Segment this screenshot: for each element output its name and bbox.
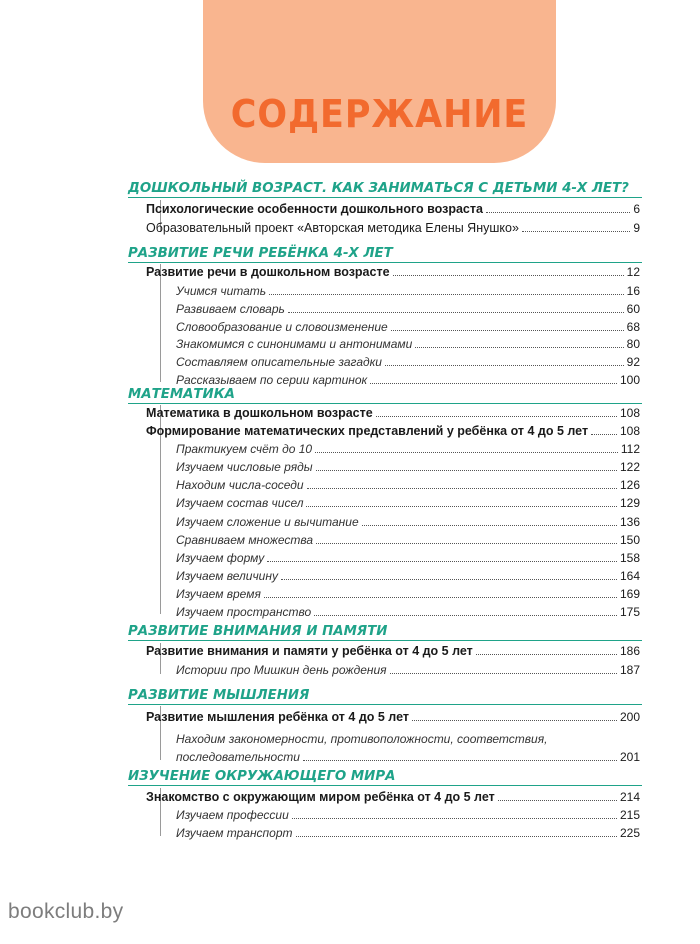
dot-leader [307,488,617,489]
page-number: 187 [619,663,640,677]
dot-leader [315,452,618,453]
page-number: 215 [619,808,640,822]
entry-title: Развитие внимания и памяти у ребёнка от 4 до 5 лет [146,644,473,658]
dot-leader [376,416,617,417]
page-number: 136 [619,515,640,529]
dot-leader [303,760,617,761]
page-number: 122 [619,460,640,474]
toc-entry-sub[interactable] [176,460,640,474]
toc-entry-sub[interactable] [176,478,640,492]
toc-entry-sub[interactable] [176,533,640,547]
page-number: 169 [619,587,640,601]
page-number: 175 [619,605,640,619]
entry-title-continued: последовательности [176,750,300,764]
entry-title: Находим закономерности, противоположности, соответствия, [176,732,548,746]
toc-entry-sub[interactable] [176,587,640,601]
toc-entry-sub[interactable] [176,284,640,298]
page-number: 92 [626,355,640,369]
entry-title: Находим числа-соседи [176,478,304,492]
section-heading: ИЗУЧЕНИЕ ОКРУЖАЮЩЕГО МИРА [128,768,396,784]
section-heading: МАТЕМАТИКА [128,386,235,402]
dot-leader [412,720,617,721]
entry-title: Изучаем время [176,587,261,601]
dot-leader [296,836,617,837]
page-number: 164 [619,569,640,583]
page-number: 9 [633,221,640,235]
entry-title: Образовательный проект «Авторская методика Елены Янушко» [146,221,519,235]
section-heading: РАЗВИТИЕ ВНИМАНИЯ И ПАМЯТИ [128,623,388,639]
entry-title: Изучаем профессии [176,808,289,822]
page-title: СОДЕРЖАНИЕ [230,92,529,136]
toc-entry-sub[interactable] [176,320,640,334]
page-number: 201 [619,750,640,764]
entry-title: Изучаем состав чисел [176,496,304,510]
entry-title: Учимся читать [176,284,267,298]
page-number: 158 [619,551,640,565]
entry-title: Формирование математических представлений у ребёнка от 4 до 5 лет [146,424,589,438]
toc-entry-main[interactable] [146,790,640,804]
dot-leader [288,312,624,313]
toc-entry-main[interactable] [146,424,640,438]
page-number: 214 [619,790,640,804]
dot-leader [267,561,617,562]
entry-title: Знакомимся с синонимами и антонимами [176,337,413,351]
toc-entry-sub[interactable] [176,663,640,677]
dot-leader [316,470,617,471]
toc-entry-main[interactable] [146,406,640,420]
dot-leader [385,365,624,366]
dot-leader [591,434,617,435]
dot-leader [306,506,616,507]
entry-title: Математика в дошкольном возрасте [146,406,373,420]
entry-title: Психологические особенности дошкольного возраста [146,202,483,216]
toc-entry-sub[interactable] [176,551,640,565]
toc-entry-sub[interactable] [176,302,640,316]
dot-leader [522,231,630,232]
dot-leader [362,525,617,526]
entry-title: Развитие речи в дошкольном возрасте [146,265,390,279]
page-number: 186 [619,644,640,658]
section-heading: РАЗВИТИЕ РЕЧИ РЕБЁНКА 4-Х ЛЕТ [128,245,393,261]
section-divider [128,640,642,641]
dot-leader [292,818,617,819]
dot-leader [269,294,624,295]
dot-leader [415,347,623,348]
page-number: 6 [633,202,640,216]
entry-title: Знакомство с окружающим миром ребёнка от 4 до 5 лет [146,790,495,804]
toc-entry-sub[interactable] [176,808,640,822]
entry-title: Рассказываем по серии картинок [176,373,368,387]
page-number: 60 [626,302,640,316]
toc-entry-main[interactable] [146,710,640,724]
section-divider [128,785,642,786]
entry-title: Изучаем числовые ряды [176,460,313,474]
entry-title: Развиваем словарь [176,302,285,316]
toc-entry[interactable] [176,732,640,764]
entry-title: Изучаем величину [176,569,278,583]
entry-title: Изучаем пространство [176,605,312,619]
section-heading: ДОШКОЛЬНЫЙ ВОЗРАСТ. КАК ЗАНИМАТЬСЯ С ДЕТЬМИ 4-Х ЛЕТ? [128,180,629,196]
dot-leader [486,212,630,213]
entry-title: Истории про Мишкин день рождения [176,663,387,677]
dot-leader [370,383,617,384]
page-number: 100 [619,373,640,387]
toc-entry-sub[interactable] [176,337,640,351]
page-number: 150 [619,533,640,547]
section-divider [128,262,642,263]
dot-leader [393,275,624,276]
section-divider [128,403,642,404]
dot-leader [476,654,617,655]
toc-entry-sub[interactable] [176,569,640,583]
section-divider [128,704,642,705]
dot-leader [498,800,617,801]
section-heading: РАЗВИТИЕ МЫШЛЕНИЯ [128,687,310,703]
entry-title: Изучаем форму [176,551,265,565]
dot-leader [264,597,617,598]
page-number: 200 [619,710,640,724]
toc-entry-sub[interactable] [176,605,640,619]
dot-leader [314,615,617,616]
watermark: bookclub.by [8,900,124,923]
page-number: 126 [619,478,640,492]
entry-title: Изучаем сложение и вычитание [176,515,359,529]
dot-leader [316,543,617,544]
header-banner [203,0,556,163]
entry-title: Словообразование и словоизменение [176,320,388,334]
dot-leader [281,579,617,580]
entry-title: Развитие мышления ребёнка от 4 до 5 лет [146,710,409,724]
page-number: 68 [626,320,640,334]
entry-title: Составляем описательные загадки [176,355,382,369]
page-number: 225 [619,826,640,840]
page-number: 12 [626,265,640,279]
toc-entry-main[interactable] [146,644,640,658]
page-number: 108 [619,424,640,438]
indent-rule [160,264,161,382]
page-number: 16 [626,284,640,298]
entry-title: Сравниваем множества [176,533,314,547]
toc-entry-main[interactable] [146,265,640,279]
page-number: 108 [619,406,640,420]
page-number: 80 [626,337,640,351]
entry-title: Практикуем счёт до 10 [176,442,313,456]
toc-entry-sub[interactable] [176,442,640,456]
toc-entry-main[interactable] [146,202,640,216]
toc-entry-sub[interactable] [176,496,640,510]
entry-title: Изучаем транспорт [176,826,293,840]
toc-entry-sub[interactable] [176,826,640,840]
toc-entry-main[interactable] [146,221,640,235]
section-divider [128,197,642,198]
toc-entry-sub[interactable] [176,515,640,529]
dot-leader [391,330,624,331]
dot-leader [390,673,617,674]
page-number: 112 [620,442,640,456]
toc-entry-sub[interactable] [176,373,640,387]
page-number: 129 [619,496,640,510]
toc-entry-sub[interactable] [176,355,640,369]
